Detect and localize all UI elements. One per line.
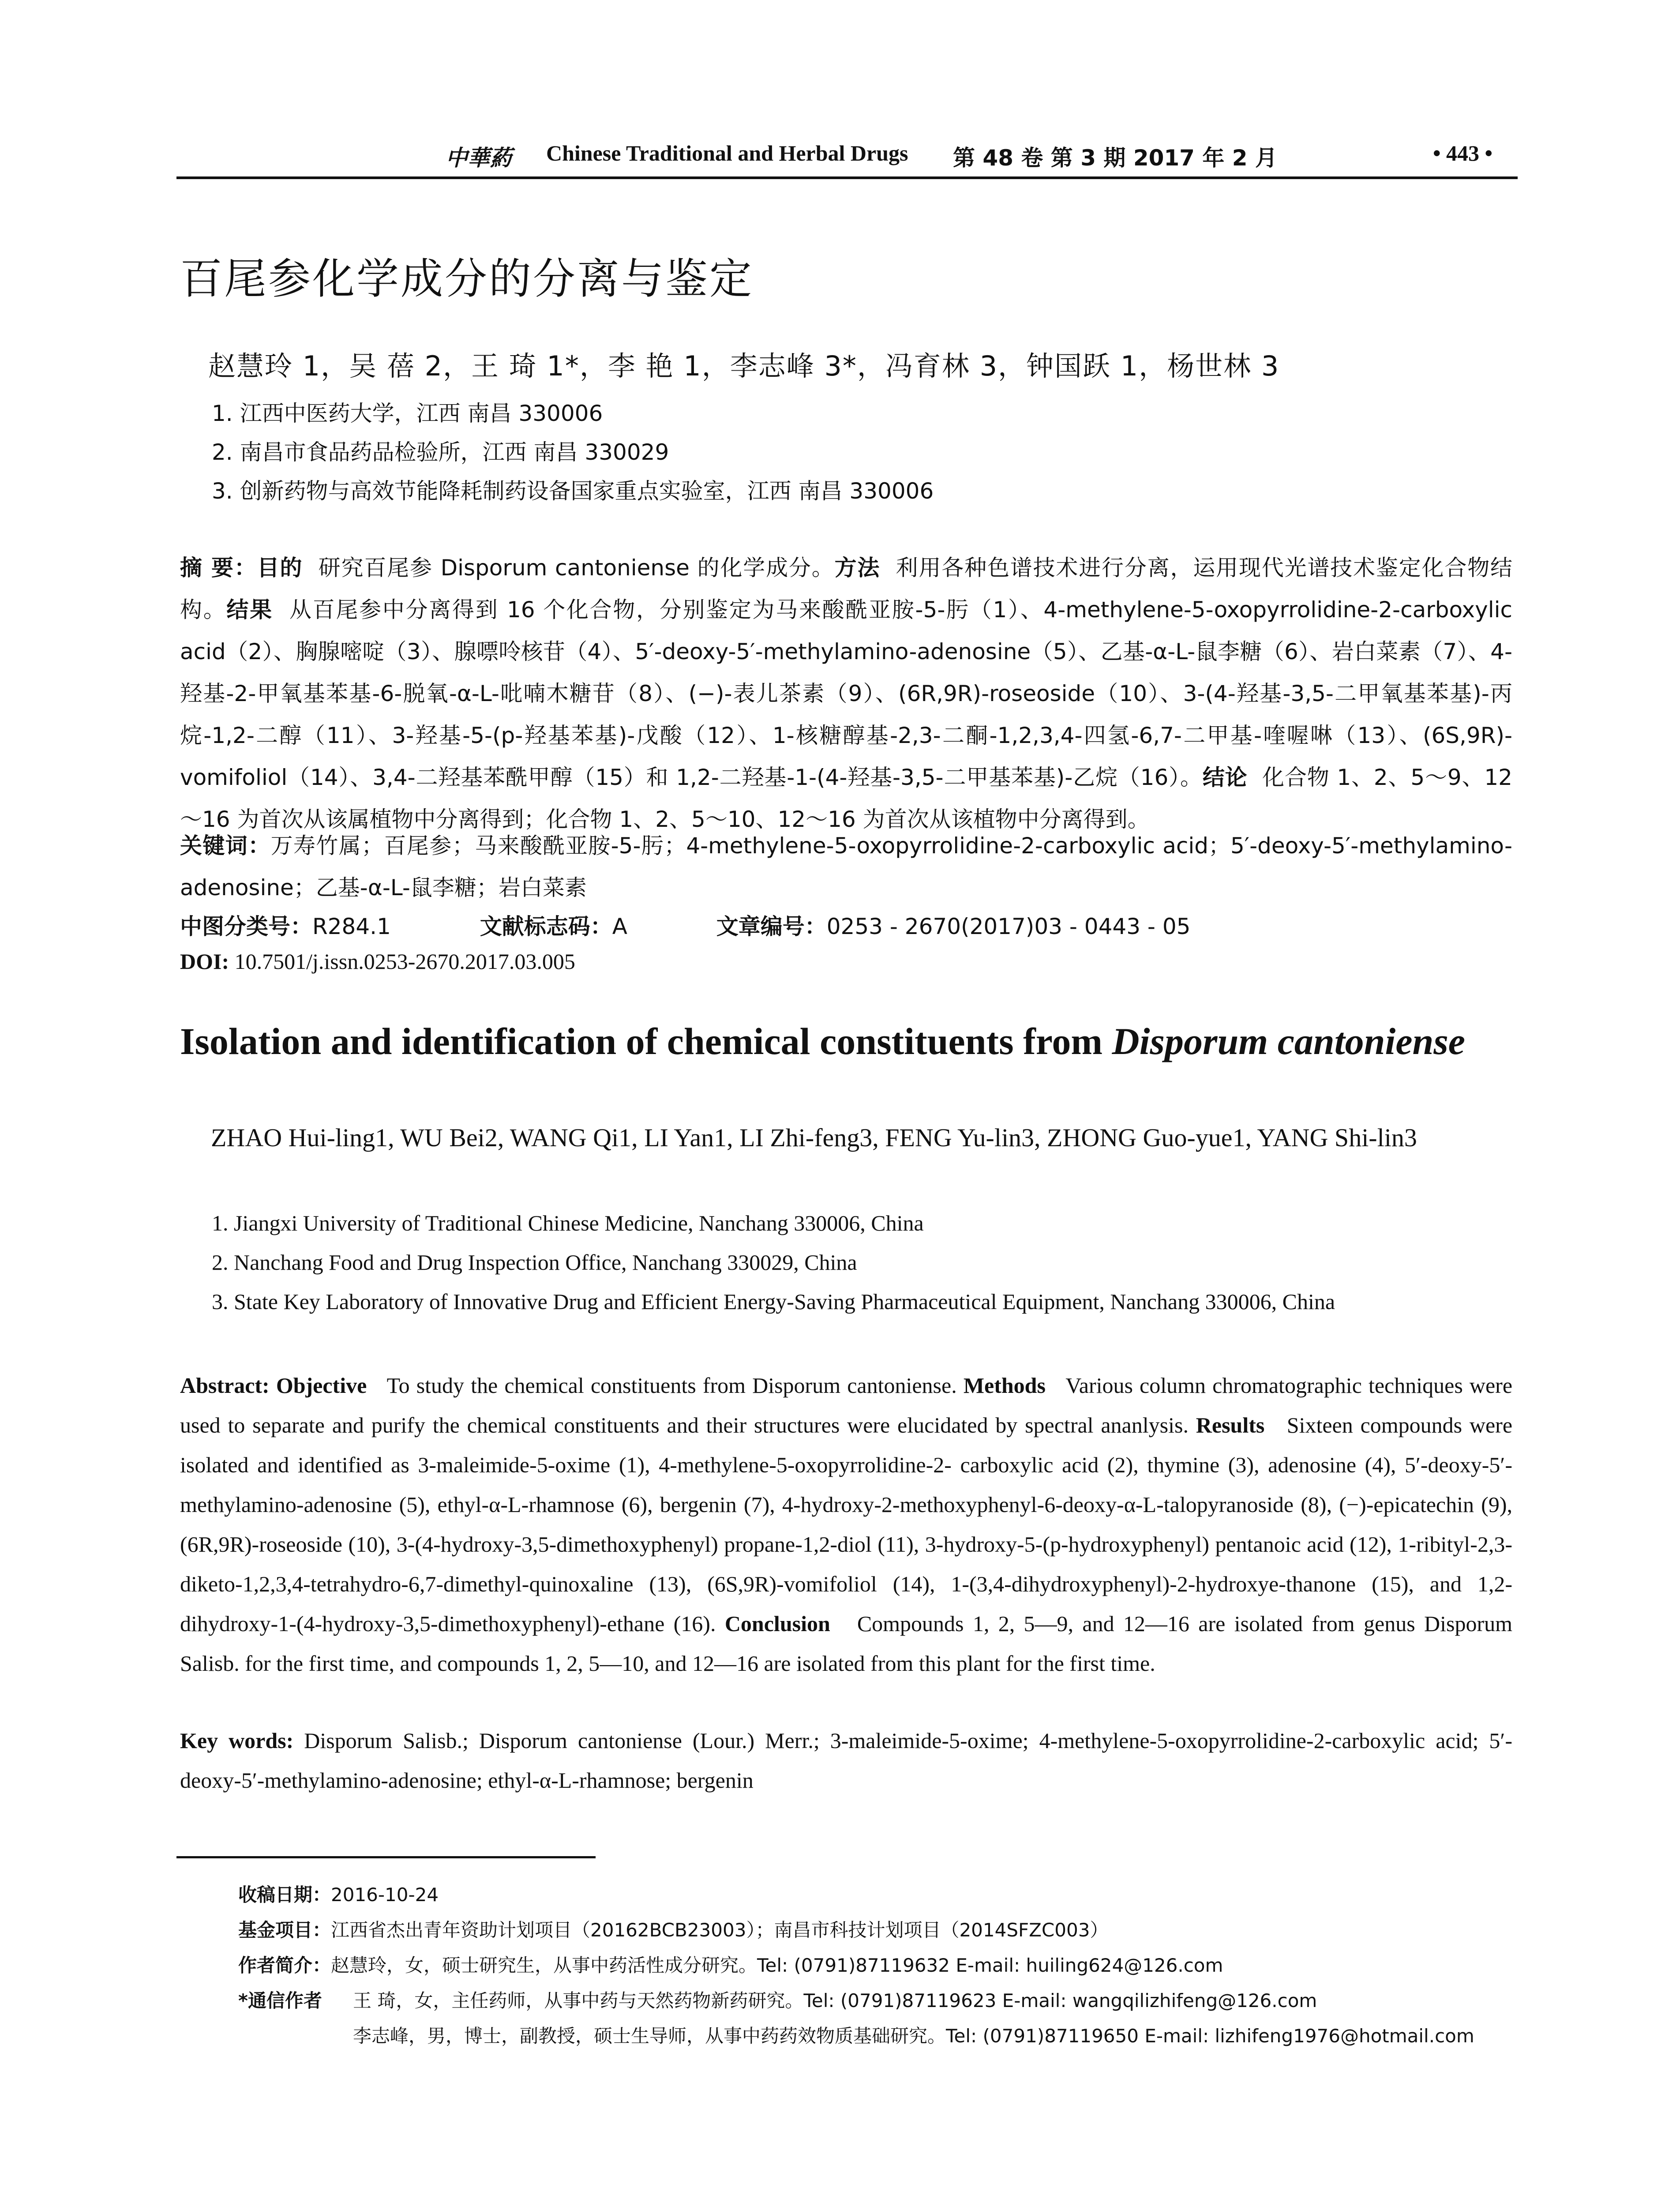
footnote-corresponding-2: 李志峰，男，博士，副教授，硕士生导师，从事中药药效物质基础研究。Tel: (0791)87119650 E-mail: lizhifeng1976@hotmail.com bbox=[353, 2025, 1474, 2047]
affiliation-en-1: 1. Jiangxi University of Traditional Chinese Medicine, Nanchang 330006, China bbox=[212, 1211, 924, 1235]
issue-info: 第 48 卷 第 3 期 2017 年 2 月 bbox=[953, 145, 1277, 171]
doi-value: 10.7501/j.issn.0253-2670.2017.03.005 bbox=[234, 949, 575, 974]
author-bio-label: 作者简介： bbox=[238, 1955, 331, 1976]
abstract-en-objective-label: Objective bbox=[276, 1373, 367, 1398]
abstract-en-results: Sixteen compounds were isolated and identified as 3-maleimide-5-oxime (1), 4-methylene-5-oxopyrrolidine-2- carboxylic acid (2), thymine (3), adenosine (4), 5′-deoxy-5′-methylamino-adenosine (5), ethyl-α-L-rhamnose (6), bergenin (7), 4-hydroxy-2-methoxyphenyl-6-deoxy-α-L-talopyranoside (8), (−)-epicatechin (9), (6R,9R)-roseoside (10), 3-(4-hydroxy-3,5-dimethoxyphenyl) propane-1,2-diol (11), 3-hydroxy-5-(p-hydroxyphenyl) pentanoic acid (12), 1-ribityl-2,3-diketo-1,2,3,4-tetrahydro-6,7-dimethyl-quinoxaline (13), (6S,9R)-vomifoliol (14), 1-(3,4-dihydroxyphenyl)-2-hydroxye-thanone (15), and 1,2-dihydroxy-1-(4-hydroxy-3,5-dimethoxyphenyl)-ethane (16). bbox=[180, 1413, 1513, 1636]
authors-en: ZHAO Hui-ling1, WU Bei2, WANG Qi1, LI Yan1, LI Zhi-feng3, FENG Yu-lin3, ZHONG Guo-yue1, YANG Shi-lin3 bbox=[211, 1123, 1417, 1152]
doi-label: DOI: bbox=[180, 949, 229, 974]
abstract-cn-objective-label: 目的 bbox=[257, 555, 303, 581]
doi-line bbox=[180, 949, 575, 974]
doc-code-label: 文献标志码： bbox=[480, 914, 612, 939]
clc-label: 中图分类号： bbox=[180, 914, 312, 939]
footnote-rule bbox=[176, 1856, 596, 1858]
journal-name-cn: 中華葯 bbox=[446, 145, 512, 171]
affiliation-en-3: 3. State Key Laboratory of Innovative Drug and Efficient Energy-Saving Pharmaceutical Equipment, Nanchang 330006, China bbox=[212, 1289, 1335, 1314]
author-bio-text: 赵慧玲，女，硕士研究生，从事中药活性成分研究。Tel: (0791)87119632 E-mail: huiling624@126.com bbox=[331, 1955, 1223, 1976]
abstract-en bbox=[180, 1366, 1512, 1683]
title-en-main: Isolation and identification of chemical constituents from bbox=[180, 1020, 1112, 1062]
keywords-en bbox=[180, 1721, 1512, 1800]
abstract-en-label: Abstract: bbox=[180, 1373, 270, 1398]
affiliation-en-2: 2. Nanchang Food and Drug Inspection Office, Nanchang 330029, China bbox=[212, 1250, 857, 1275]
footnote-author bbox=[238, 1951, 1223, 1977]
abstract-cn-results-label: 结果 bbox=[226, 597, 273, 623]
keywords-cn-label: 关键词： bbox=[180, 833, 271, 859]
abstract-en-conclusion: Compounds 1, 2, 5—9, and 12—16 are isolated from genus Disporum Salisb. for the first time, and compounds 1, 2, 5—10, and 12—16 are isolated from this plant for the first time. bbox=[180, 1611, 1513, 1676]
title-en bbox=[180, 1019, 1465, 1063]
abstract-cn-methods-label: 方法 bbox=[834, 555, 881, 581]
clc-value: R284.1 bbox=[312, 914, 391, 939]
affiliation-cn-3: 3. 创新药物与高效节能降耗制药设备国家重点实验室，江西 南昌 330006 bbox=[212, 478, 934, 504]
affiliation-cn-2: 2. 南昌市食品药品检验所，江西 南昌 330029 bbox=[212, 439, 669, 465]
article-no-label: 文章编号： bbox=[716, 914, 827, 939]
received-date: 2016-10-24 bbox=[331, 1884, 439, 1906]
footnote-corresponding-label bbox=[238, 1986, 322, 2013]
footnote-corresponding-1: 王 琦，女，主任药师，从事中药与天然药物新药研究。Tel: (0791)87119623 E-mail: wangqilizhifeng@126.com bbox=[353, 1990, 1317, 2011]
abstract-cn-methods: 利用各种色谱技术进行分离，运用现代光谱技术鉴定化合物结构。 bbox=[180, 555, 1513, 623]
title-cn: 百尾参化学成分的分离与鉴定 bbox=[180, 254, 754, 304]
abstract-cn-results: 从百尾参中分离得到 16 个化合物，分别鉴定为马来酸酰亚胺-5-肟（1）、4-methylene-5-oxopyrrolidine-2-carboxylic acid（2）、胸腺嘧啶（3）、腺嘌呤核苷（4）、5′-deoxy-5′-methylamino-adenosine（5）、乙基-α-L-鼠李糖（6）、岩白菜素（7）、4-羟基-2-甲氧基苯基-6-脱氧-α-L-吡喃木糖苷（8）、(−)-表儿茶素（9）、(6R,9R)-roseoside（10）、3-(4-羟基-3,5-二甲氧基苯基)-丙烷-1,2-二醇（11）、3-羟基-5-(p-羟基苯基)-戊酸（12）、1-核糖醇基-2,3-二酮-1,2,3,4-四氢-6,7-二甲基-喹喔啉（13）、(6S,9R)-vomifoliol（14）、3,4-二羟基苯酰甲醇（15）和 1,2-二羟基-1-(4-羟基-3,5-二甲基苯基)-乙烷（16）。 bbox=[180, 597, 1513, 790]
footnote-received bbox=[238, 1880, 439, 1907]
keywords-cn-text: 万寿竹属；百尾参；马来酸酰亚胺-5-肟；4-methylene-5-oxopyrrolidine-2-carboxylic acid；5′-deoxy-5′-methylamino-adenosine；乙基-α-L-鼠李糖；岩白菜素 bbox=[180, 833, 1512, 900]
page-number: • 443 • bbox=[1433, 141, 1493, 165]
keywords-en-text: Disporum Salisb.; Disporum cantoniense (Lour.) Merr.; 3-maleimide-5-oxime; 4-methylene-5-oxopyrrolidine-2-carboxylic acid; 5′-deoxy-5′-methylamino-adenosine; ethyl-α-L-rhamnose; bergenin bbox=[180, 1728, 1512, 1793]
journal-name-en: Chinese Traditional and Herbal Drugs bbox=[546, 141, 908, 165]
authors-cn: 赵慧玲 1，吴 蓓 2，王 琦 1*，李 艳 1，李志峰 3*，冯育林 3，钟国跃 1，杨世林 3 bbox=[208, 350, 1280, 382]
affiliation-cn-1: 1. 江西中医药大学，江西 南昌 330006 bbox=[212, 401, 603, 426]
article-no-value: 0253 - 2670(2017)03 - 0443 - 05 bbox=[826, 914, 1191, 939]
fund-label: 基金项目： bbox=[238, 1919, 331, 1941]
abstract-cn bbox=[180, 547, 1512, 840]
received-label: 收稿日期： bbox=[238, 1884, 331, 1906]
footnote-fund bbox=[238, 1916, 1108, 1942]
doc-code-value: A bbox=[612, 914, 627, 939]
title-en-species: Disporum cantoniense bbox=[1112, 1020, 1465, 1062]
fund-text: 江西省杰出青年资助计划项目（20162BCB23003）；南昌市科技计划项目（2014SFZC003） bbox=[331, 1919, 1109, 1941]
keywords-cn bbox=[180, 825, 1512, 909]
header-rule bbox=[176, 176, 1518, 179]
keywords-en-label: Key words: bbox=[180, 1728, 294, 1753]
abstract-cn-label: 摘 要： bbox=[180, 555, 257, 581]
abstract-en-methods-label: Methods bbox=[963, 1373, 1046, 1398]
classification-line bbox=[180, 909, 1190, 941]
corresponding-label: *通信作者 bbox=[238, 1990, 322, 2011]
abstract-cn-conclusion-label: 结论 bbox=[1202, 765, 1248, 790]
abstract-en-conclusion-label: Conclusion bbox=[724, 1611, 830, 1636]
abstract-en-methods: Various column chromatographic techniques were used to separate and purify the chemical constituents and their structures were elucidated by spectral ananlysis. bbox=[180, 1373, 1513, 1437]
abstract-en-results-label: Results bbox=[1196, 1413, 1265, 1437]
abstract-cn-objective: 研究百尾参 Disporum cantoniense 的化学成分。 bbox=[318, 555, 835, 581]
abstract-cn-conclusion: 化合物 1、2、5～9、12～16 为首次从该属植物中分离得到；化合物 1、2、5～10、12～16 为首次从该植物中分离得到。 bbox=[180, 765, 1512, 832]
abstract-en-objective: To study the chemical constituents from Disporum cantoniense. bbox=[386, 1373, 957, 1398]
